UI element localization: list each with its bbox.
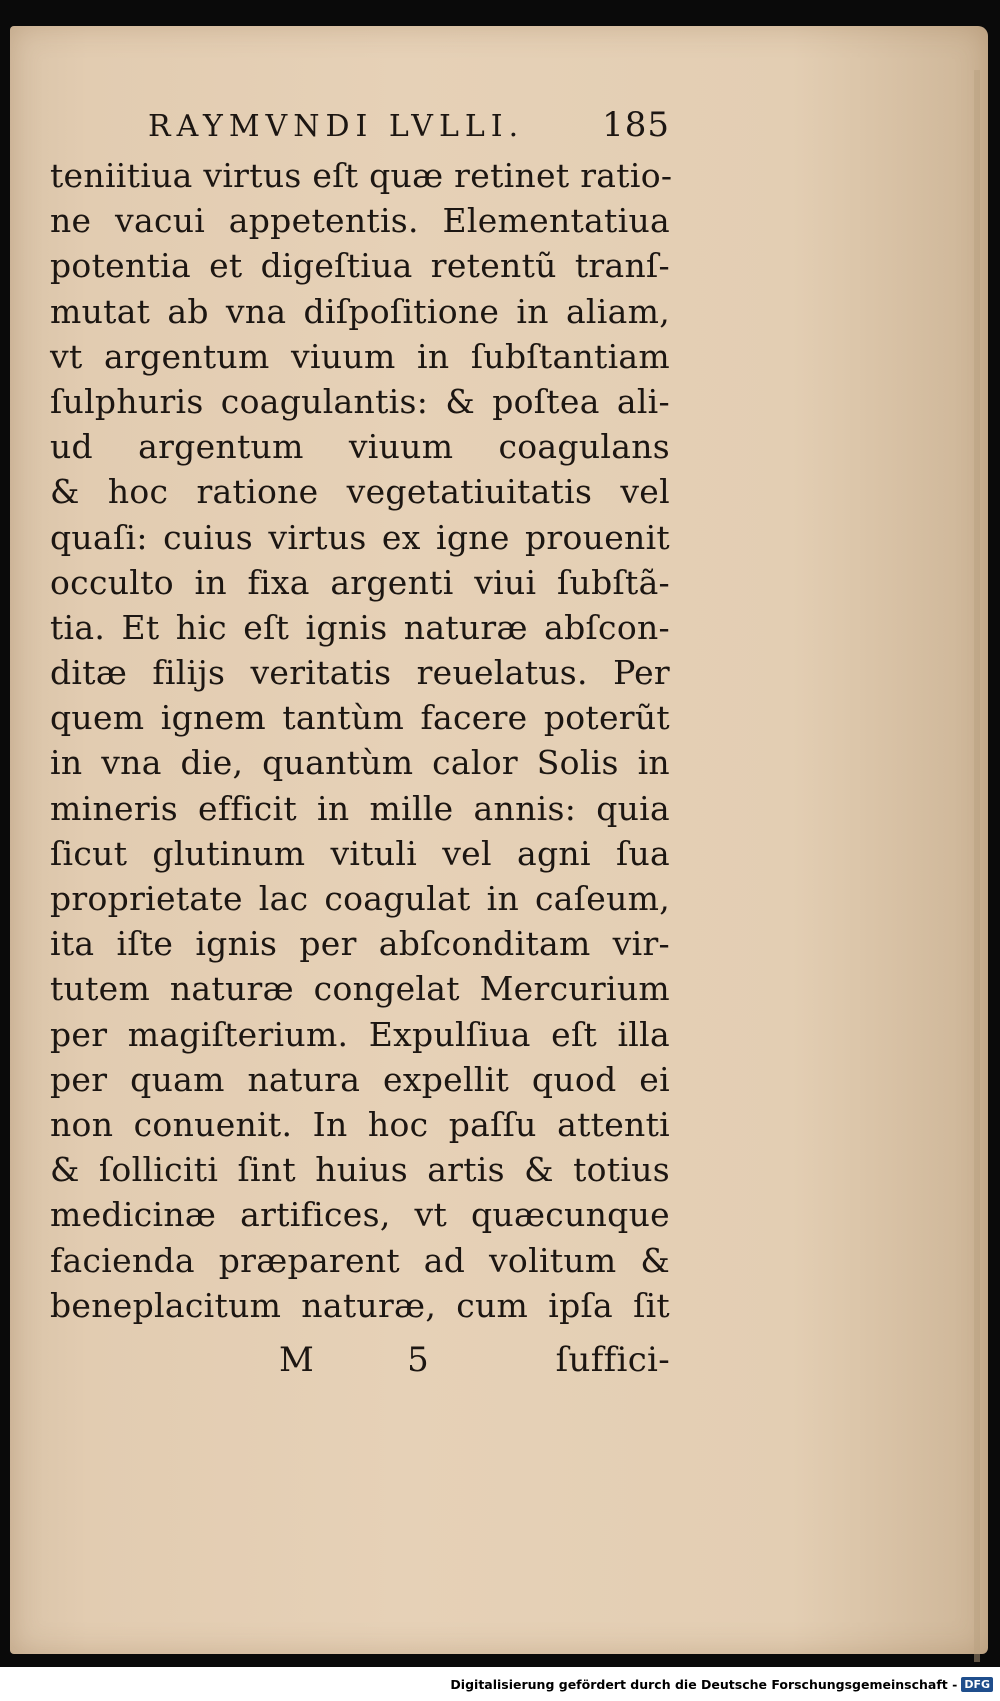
text-line: & ſolliciti ſint huius artis & totius xyxy=(50,1150,670,1190)
text-block xyxy=(50,105,673,1388)
dfg-logo: DFG xyxy=(961,1677,993,1692)
text-line: potentia et digeſtiua retentũ tranſ- xyxy=(50,246,670,286)
signature-number: 5 xyxy=(407,1339,429,1380)
text-line: medicinæ artifices, vt quæcunque xyxy=(50,1195,670,1235)
text-line: tutem naturæ congelat Mercurium xyxy=(50,969,670,1009)
text-line: tia. Et hic eſt ignis naturæ abſcon- xyxy=(50,607,670,647)
text-line: vt argentum viuum in ſubſtantiam xyxy=(50,336,670,376)
catchword: ſuffici- xyxy=(555,1339,670,1380)
signature-mark xyxy=(279,1340,429,1380)
running-head xyxy=(50,105,670,153)
text-line: ſicut glutinum vituli vel agni ſua xyxy=(50,833,670,873)
text-line: beneplacitum naturæ, cum ipſa ſit xyxy=(50,1285,670,1325)
digitization-credit xyxy=(447,1673,996,1695)
text-line: per magiſterium. Expulſiua eſt illa xyxy=(50,1014,670,1054)
text-line: non conuenit. In hoc paſſu attenti xyxy=(50,1104,670,1144)
text-line: ita iſte ignis per abſconditam vir- xyxy=(50,924,670,964)
text-line: proprietate lac coagulat in caſeum, xyxy=(50,879,670,918)
text-line: teniitiua virtus eſt quæ retinet ratio- xyxy=(50,156,673,195)
text-line: ne vacui appetentis. Elementatiua xyxy=(50,201,670,241)
signature-line xyxy=(50,1340,670,1388)
text-line: ſulphuris coagulantis: & poſtea ali- xyxy=(50,381,670,421)
body-text xyxy=(50,153,673,1328)
page-edge-shadow xyxy=(974,70,980,1662)
text-line: ud argentum viuum coagulans xyxy=(50,427,670,467)
text-line: quaſi: cuius virtus ex igne prouenit xyxy=(50,517,670,557)
text-line: ditæ filijs veritatis reuelatus. Per xyxy=(50,653,670,693)
running-head-title: RAYMVNDI LVLLI. xyxy=(148,109,525,144)
text-line: per quam natura expellit quod ei xyxy=(50,1059,670,1099)
text-line: in vna die, quantùm calor Solis in xyxy=(50,743,670,783)
text-line: quem ignem tantùm facere poterũt xyxy=(50,698,670,738)
text-line: & hoc ratione vegetatiuitatis vel xyxy=(50,472,670,512)
text-line: occulto in fixa argenti viui ſubſtã- xyxy=(50,562,670,602)
text-line: facienda præparent ad volitum & xyxy=(50,1240,670,1280)
credit-text: Digitalisierung gefördert durch die Deutsche Forschungsgemeinschaft - xyxy=(450,1676,958,1692)
page-number: 185 xyxy=(602,105,670,145)
text-line: mutat ab vna diſpoſitione in aliam, xyxy=(50,291,670,331)
text-line: mineris efficit in mille annis: quia xyxy=(50,788,670,828)
signature-letter: M xyxy=(279,1339,315,1380)
